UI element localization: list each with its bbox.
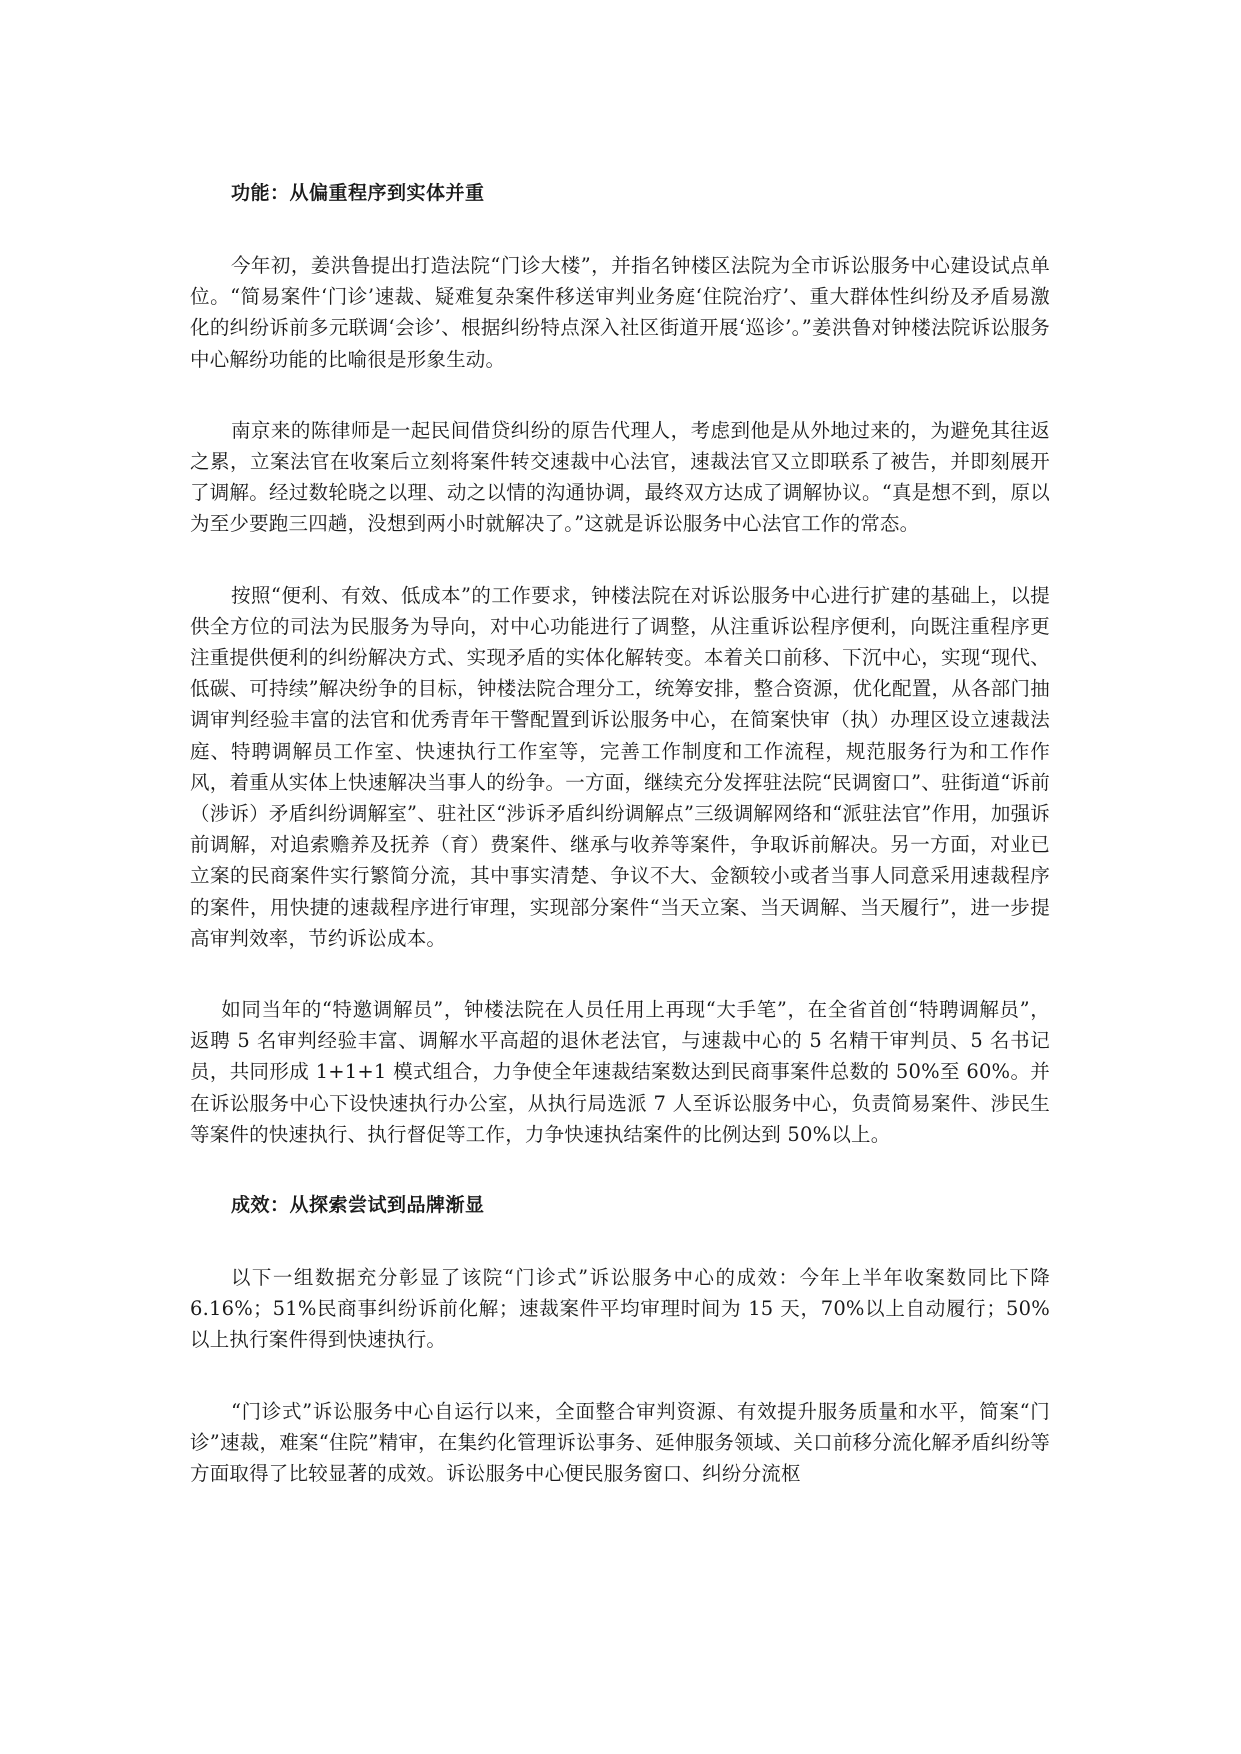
spacer — [190, 1220, 1050, 1262]
paragraph-lawyer-case: 南京来的陈律师是一起民间借贷纠纷的原告代理人，考虑到他是从外地过来的，为避免其往返之累，立案法官在收案后立刻将案件转交速裁中心法官，速裁法官又立即联系了被告，并即刻展开了调解。经过数轮晓之以理、动之以情的沟通协调，最终双方达成了调解协议。“真是想不到，原以为至少要跑三四趟，没想到两小时就解决了。”这就是诉讼服务中心法官工作的常态。 — [190, 418, 1050, 536]
paragraph-statistics: 以下一组数据充分彰显了该院“门诊式”诉讼服务中心的成效：今年上半年收案数同比下降 6.16%；51%民商事纠纷诉前化解；速裁案件平均审理时间为 15 天，70%以上自动履行；50%以上执行案件得到快速执行。 — [190, 1266, 1050, 1352]
paragraph-mediators: 如同当年的“特邀调解员”，钟楼法院在人员任用上再现“大手笔”，在全省首创“特聘调解员”，返聘 5 名审判经验丰富、调解水平高超的退休老法官，与速裁中心的 5 名精干审判员、5 名书记员，共同形成 1+1+1 模式组合，力争使全年速裁结案数达到民商事案件总数的 50%至 60%。并在诉讼服务中心下设快速执行办公室，从执行局选派 7 人至诉讼服务中心，负责简易案件、涉民生等案件的快速执行、执行督促等工作，力争快速执结案件的比例达到 50%以上。 — [190, 998, 1050, 1146]
spacer — [190, 1356, 1050, 1396]
section-heading-function: 功能：从偏重程序到实体并重 — [231, 182, 485, 204]
document-page — [190, 178, 1050, 1489]
paragraph-intro: 今年初，姜洪鲁提出打造法院“门诊大楼”，并指名钟楼区法院为全市诉讼服务中心建设试点单位。“简易案件‘门诊’速裁、疑难复杂案件移送审判业务庭‘住院治疗’、重大群体性纠纷及矛盾易激化的纠纷诉前多元联调‘会诊’、根据纠纷特点深入社区街道开展‘巡诊’。”姜洪鲁对钟楼法院诉讼服务中心解纷功能的比喻很是形象生动。 — [190, 254, 1050, 371]
section-heading-results: 成效：从探索尝试到品牌渐显 — [231, 1194, 485, 1217]
paragraph-reform: 按照“便利、有效、低成本”的工作要求，钟楼法院在对诉讼服务中心进行扩建的基础上，以提供全方位的司法为民服务为导向，对中心功能进行了调整，从注重诉讼程序便利，向既注重程序更注重提供便利的纠纷解决方式、实现矛盾的实体化解转变。本着关口前移、下沉中心，实现“现代、低碳、可持续”解决纷争的目标，钟楼法院合理分工，统筹安排，整合资源，优化配置，从各部门抽调审判经验丰富的法官和优秀青年干警配置到诉讼服务中心，在简案快审（执）办理区设立速裁法庭、特聘调解员工作室、快速执行工作室等，完善工作制度和工作流程，规范服务行为和工作作风，着重从实体上快速解决当事人的纷争。一方面，继续充分发挥驻法院“民调窗口”、驻街道“诉前（涉诉）矛盾纠纷调解室”、驻社区“涉诉矛盾纠纷调解点”三级调解网络和“派驻法官”作用，加强诉前调解，对追索赡养及抚养（育）费案件、继承与收养等案件，争取诉前解决。另一方面，对业已立案的民商案件实行繁简分流，其中事实清楚、争议不大、金额较小或者当事人同意采用速裁程序的案件，用快捷的速裁程序进行审理，实现部分案件“当天立案、当天调解、当天履行”，进一步提高审判效率，节约诉讼成本。 — [190, 583, 1050, 950]
paragraph-achievements: “门诊式”诉讼服务中心自运行以来，全面整合审判资源、有效提升服务质量和水平，简案“门诊”速裁，难案“住院”精审，在集约化管理诉讼事务、延伸服务领域、关口前移分流化解矛盾纠纷等方面取得了比较显著的成效。诉讼服务中心便民服务窗口、纠纷分流枢 — [190, 1399, 1050, 1486]
spacer — [190, 540, 1050, 580]
spacer — [190, 954, 1050, 994]
spacer — [190, 375, 1050, 415]
spacer — [190, 208, 1050, 250]
spacer — [190, 1150, 1050, 1190]
